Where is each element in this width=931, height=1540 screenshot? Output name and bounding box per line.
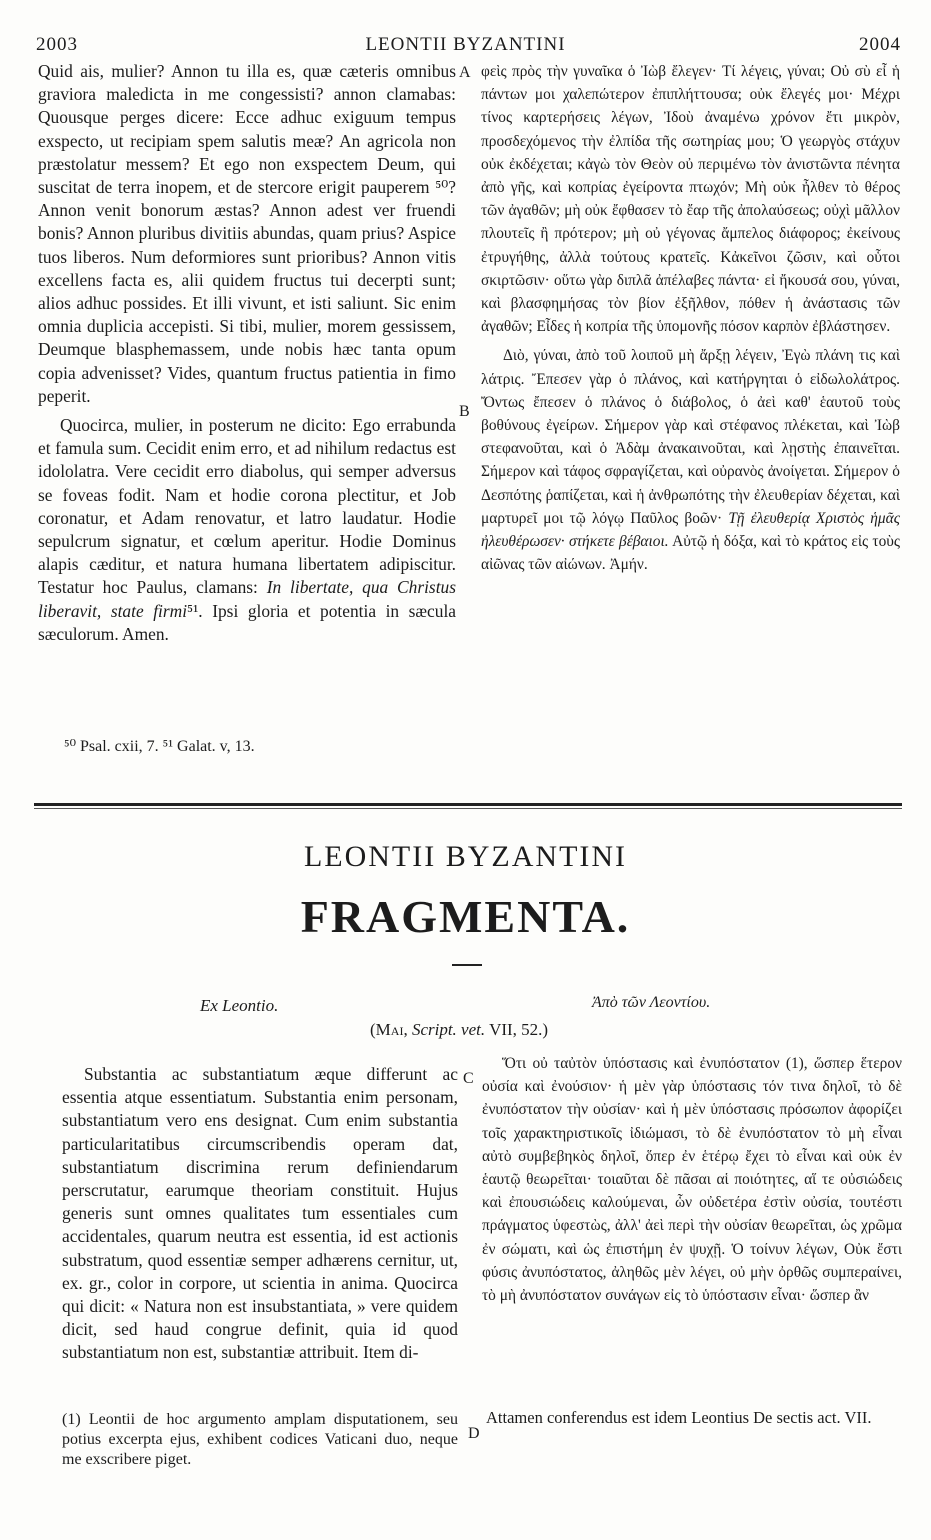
margin-marker-d: D [468, 1425, 480, 1442]
latin-paragraph-2 [38, 414, 456, 646]
section-title-main: FRAGMENTA. [300, 891, 631, 942]
greek-fragment-text: Ὅτι οὐ ταὐτὸν ὑπόστασις καὶ ἐνυπόστατον (1), ὥσπερ ἕτερον οὐσία καὶ ἐνούσιον· ἡ μὲν γὰρ ὑπόστασις τόν τινα δηλοῖ, τὸ δὲ ἐνυπόστατον τὴν οὐσίαν· καὶ ἡ μὲν ὑπόστασις πρόσωπον ἀφορίζει τοῖς χαρακτηριστικοῖς ἰδιώμασι, τὸ δὲ ἐνυπόστατον τὸ μὴ εἶναι αὐτὸ συμβεβηκὸς δηλοῖ, ὅπερ ἐν ἑτέρῳ ἔχει τὸ εἶναι καὶ οὐκ ἐν ἑαυτῷ θεωρεῖται· τοιαῦται δὲ πᾶσαι αἱ ποιότητες, αἵ τε οὐσιώδεις καὶ ἐπουσιώδεις καλούμεναι, ὧν οὐδετέρα ἐστὶν οὐσία, τουτέστι πράγματος ὑφεστὼς, ἀλλ' ἀεὶ περὶ τὴν οὐσίαν θεωρεῖται, ὡς χρῶμα ἐν σώματι, καὶ ὡς ἐπιστήμη ἐν ψυχῇ. Ὁ τοίνυν λέγων, Οὐκ ἔστι φύσις ἀνυπόστατος, ἀληθῶς μὲν λέγει, οὐ μὴν ὀρθῶς συμπεραίνει, τὸ μὴ ἀνυπόστατον συνάγων εἰς τὸ ὑπόστασιν εἶναι· ὥσπερ ἂν [482, 1055, 902, 1305]
latin-paragraph-2-start: Quocirca, mulier, in posterum ne dicito: Ego errabunda et famula sum. Cecidit enim erro, et ad nihilum redactus est idololatra. Vere cecidit erro diabolus, qui semper adversus se foveas fodit. Nam et hodie corona plectitur, et Job coronatur, et Adam renovatur, et latro laudatur. Hodie sepulcrum signatur, et cœlum aperitur. Hodie Dominus alapis cæditur, et natura humana libertatem adipiscitur. Testatur hoc Paulus, clamans: [38, 415, 456, 598]
section-divider-thin [34, 808, 902, 809]
source-work: Script. vet. [411, 1020, 486, 1039]
latin-fragment-text: Substantia ac substantiatum æque differunt ac essentia atque essentiatum. Substantia enim personam, substantiatum vero ens designat. Cum enim substantia particularitatibus circumscribendis operam dat, substantiatum discrimina rerum definiendarum perscrutatur, earumque theoriam constituit. Hujus generis sunt omnes qualitates tum essentiales cum accidentales, quarum neutra est essentia, id est actionis substratum, quod essentiæ semper adhærens cernitur, ut, ex. gr., color in corpore, ut scientia in anima. Quocirca qui dicit: « Natura non est insubstantiata, » vere quidem dicit, sed haud congrue definit, quia id quod substantiatum non est, substantiæ attribuit. Item di- [62, 1064, 458, 1363]
latin-scripture-quote: In libertate, qua Christus liberavit, state firmi [38, 577, 456, 621]
source-citation [370, 1020, 548, 1040]
subheading-latin: Ex Leontio. [200, 996, 279, 1015]
margin-marker-a: A [459, 64, 471, 81]
latin-column-bottom [62, 1063, 458, 1365]
running-title: LEONTII BYZANTINI [365, 34, 566, 55]
latin-paragraph-1: Quid ais, mulier? Annon tu illa es, quæ cæteris omnibus graviora maledicta in me congessisti? annon clamabas: Quousque perges dicere: Ecce adhuc exiguum tempus exspecto, ut recipiam spem salutis meæ? An agricola non præstolatur messem? Et ego non exspectem Deum, qui suscitat de terra inopem, et de stercore erigit pauperem ⁵⁰? Annon venit bonorum æstas? Annon adest ver fruendi bonis? Annon pluribus divitiis abundas, quam prius? Aspice tuos liberos. Num deformiores sunt prioribus? Annon vitis excellens facta es, alii quidem fructus tui decerpti sunt; alios adhuc possides. Et illi vivunt, et isti saliunt. Sic enim omnia duplicia accepisti. Si tibi, mulier, morem gessissem, Deumque blasphemassem, unde nobis hæc tanta opum copia advenisset? Vides, quantum fructus patientia in fimo peperit. [38, 61, 456, 406]
page-number-right: 2004 [859, 34, 901, 55]
greek-scripture-quote: Τῇ ἐλευθερίᾳ Χριστὸς ἡμᾶς ἠλευθέρωσεν· στήκετε βέβαιοι. [481, 509, 900, 551]
source-author: Mai [375, 1020, 404, 1039]
subheading-greek: Ἀπὸ τῶν Λεοντίου. [592, 994, 711, 1011]
greek-paragraph-2-start: Διὸ, γύναι, ἀπὸ τοῦ λοιποῦ μὴ ἄρξῃ λέγειν, Ἐγὼ πλάνη τις καὶ λάτρις. Ἔπεσεν γὰρ ὁ πλάνος, καὶ κατήργηται ὁ εἰδωλολάτρος. Ὄντως ἔπεσεν ὁ πλάνος ὁ διάβολος, ὁ ἀεὶ καθ' ἑαυτοῦ τοὺς βοθύνους ἐγείρων. Σήμερον γὰρ καὶ στέφανος πλέκεται, καὶ Ἰὼβ στεφανοῦται, καὶ ὁ Ἀδὰμ ἀνακαινοῦται, καὶ λῃστὴς ἐπαινεῖται. Σήμερον καὶ τάφος σφραγίζεται, καὶ οὐρανὸς ἀνοίγεται. Σήμερον ὁ Δεσπότης ῥαπίζεται, καὶ ἡ ἀνθρωπότης τὴν ἐλευθερίαν δέχεται, καὶ μαρτυρεῖ μοι τῷ λόγῳ Παῦλος βοῶν· [481, 347, 900, 527]
margin-marker-c: C [463, 1070, 474, 1087]
greek-column-bottom [482, 1052, 902, 1307]
footnote-bottom-left: (1) Leontii de hoc argumento amplam disputationem, seu potius excerpta ejus, exhibent codices Vaticani duo, neque me exscribere piget. [62, 1411, 458, 1468]
source-open: ( [370, 1020, 376, 1039]
footnote-bottom-right: Attamen conferendus est idem Leontius De sectis act. VII. [486, 1408, 872, 1427]
greek-paragraph-2 [481, 344, 900, 576]
margin-marker-b: B [459, 403, 470, 420]
latin-column-top [38, 60, 456, 646]
greek-paragraph-2-end: Αὐτῷ ἡ δόξα, καὶ τὸ κράτος εἰς τοὺς αἰῶνας τῶν αἰώνων. Ἀμήν. [481, 533, 901, 574]
footnotes-top: ⁵⁰ Psal. cxii, 7. ⁵¹ Galat. v, 13. [64, 738, 255, 755]
title-dash [452, 964, 482, 966]
section-divider [34, 803, 902, 806]
latin-paragraph-2-end: ⁵¹. Ipsi gloria et potentia in sæcula sæculorum. Amen. [38, 600, 456, 644]
section-title-author: LEONTII BYZANTINI [303, 840, 628, 873]
page-number-left: 2003 [36, 34, 78, 55]
source-sep: , [403, 1020, 412, 1039]
greek-column-top [481, 60, 900, 576]
greek-paragraph-1: φεὶς πρὸς τὴν γυναῖκα ὁ Ἰὼβ ἔλεγεν· Τί λέγεις, γύναι; Οὐ σὺ εἶ ἡ πάντων μοι χαλεπώτερον ἐπιπλήττουσα; οὐκ ἔλεγές μοι· Μέχρι τίνος καρτερήσεις λέγων, Ἰδοὺ ἀναμένω χρόνον ἔτι μικρὸν, προσδεχόμενος τὴν ἐλπίδα τῆς σωτηρίας μου; Ὁ γεωργὸς στάχυν οὐκ ἐκδέχεται; κἀγὼ τὸν Θεὸν οὐ περιμένω τὸν ἀνιστῶντα πένητα ἀπὸ γῆς, καὶ κοπρίας ἐγείροντα πτωχόν; Μὴ οὐκ ἦλθεν τὸ θέρος τῶν ἀγαθῶν; μὴ οὐκ ἔφθασεν τὸ ἔαρ τῆς ἀπολαύσεως; οὐχὶ μᾶλλον πλουτεῖς ἢ πρότερον; μὴ οὐ γέγονας ἄμπελος διάφορος; ἐκείνους ἐτρυγήθης, ἀλλὰ τούτους κρατεῖς. Κἀκεῖνοι ζῶσιν, καὶ οὗτοι σκιρτῶσιν· οὕτω γὰρ διπλᾶ ἀπέλαβες πάντα· εἰ ἤκουσά σου, γύναι, καὶ βλασφημήσας τὸν βίον ἐξῆλθον, πόθεν ἡ ἀνάστασις τῶν ἀγαθῶν; Εἶδες ἡ κοπρία τῆς ὑπομονῆς πόσον καρπὸν ἐβλάστησεν. [481, 63, 900, 336]
source-ref: VII, 52.) [485, 1020, 549, 1039]
